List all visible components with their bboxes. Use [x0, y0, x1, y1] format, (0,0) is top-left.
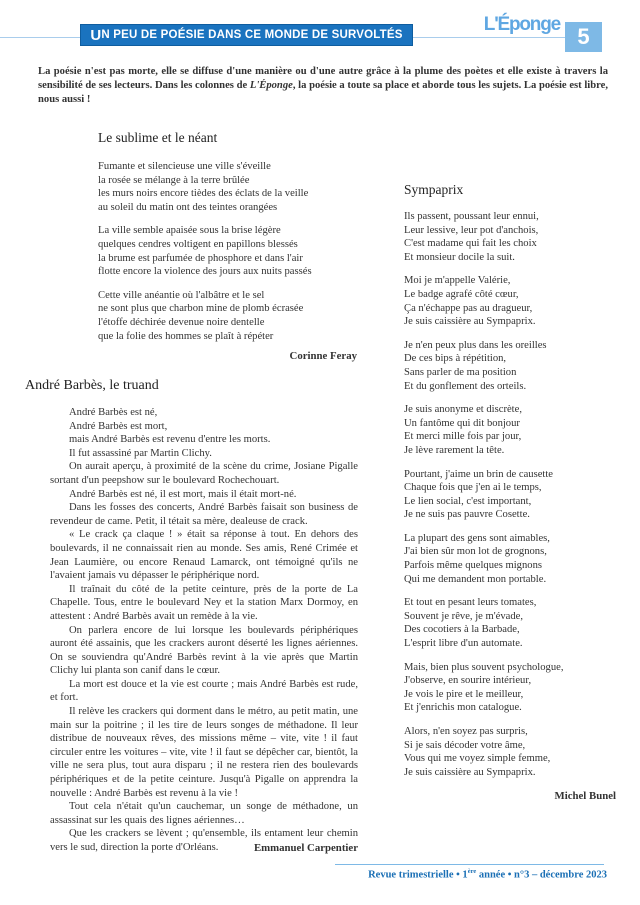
verse-line: au soleil du matin ont des teintes orangées: [98, 201, 278, 213]
footer-suffix: année • n°3 – décembre 2023: [476, 869, 607, 881]
verse-line: La plupart des gens sont aimables,: [404, 532, 550, 544]
section-title-banner: [80, 24, 413, 46]
verse-line: Parfois même quelques mignons: [404, 560, 542, 572]
verse-line: Vous qui me voyez simple femme,: [404, 753, 551, 765]
verse-line: flotte encore la violence des jours aux nuits passés: [98, 266, 312, 278]
prose-andre-barbes: [25, 378, 358, 855]
verse-line: De ces bips à répétition,: [404, 353, 507, 365]
verse-line: Ça n'échappe pas au dragueur,: [404, 302, 533, 314]
verse-line: la brume est parfumée de phosphore et dans l'air: [98, 252, 303, 264]
verse-line: l'étoffe déchirée devenue noire dentelle: [98, 316, 265, 328]
verse-line: Et j'enrichis mon catalogue.: [404, 702, 522, 714]
prose-paragraph: On aurait aperçu, à proximité de la scène du crime, Josiane Pigalle sortant d'un peepshow sur le boulevard Rochechouart.: [50, 461, 358, 486]
verse-line: C'est madame qui fait les choix: [404, 238, 537, 250]
stanza: [404, 339, 614, 393]
prose-body: [50, 460, 358, 854]
verse-line: Et du gonflement des orteils.: [404, 380, 527, 392]
verse-line: Le badge agrafé côté cœur,: [404, 288, 519, 300]
verse-line: Si je sais décoder votre âme,: [404, 739, 526, 751]
poem-title: Sympaprix: [404, 182, 464, 197]
verse-line: Des cocotiers à la Barbade,: [404, 624, 520, 636]
intro-text-2: , la poésie a toute sa place et aborde tous les sujets. La poésie est libre, nous aussi !: [38, 80, 608, 105]
verse-line: Je suis caissière au Sympaprix.: [404, 766, 536, 778]
footer-rule: [335, 864, 604, 865]
verse-line: Je suis anonyme et discrète,: [404, 404, 522, 416]
prose-line: mais André Barbès est revenu d'entre les morts.: [69, 434, 271, 446]
stanza: [404, 596, 614, 650]
prose-paragraph: Dans les fosses des concerts, André Barbès faisait son business de revendeur de came. Petit, il tétait sa mère, dealeuse de crack.: [50, 502, 358, 527]
verse-line: Pourtant, j'aime un brin de causette: [404, 468, 554, 480]
prose-paragraph: Tout cela n'était qu'un cauchemar, un songe de méthadone, un assassinat sur les quais des lignes aériennes…: [50, 801, 358, 826]
verse-line: Et merci mille fois par jour,: [404, 431, 522, 443]
page-number: 5: [565, 22, 602, 52]
verse-line: Je ne suis pas pauvre Cosette.: [404, 509, 530, 521]
verse-line: J'ai bien sûr mon lot de grognons,: [404, 546, 547, 558]
verse-line: Souvent je rêve, je m'évade,: [404, 610, 523, 622]
poem-title: Le sublime et le néant: [98, 130, 218, 145]
magazine-logo: L'Éponge: [483, 14, 560, 35]
verse-line: Je n'en peux plus dans les oreilles: [404, 339, 547, 351]
stanza: [98, 160, 358, 214]
verse-line: Qui me demandent mon portable.: [404, 573, 547, 585]
prose-paragraph: Que les crackers se lèvent ; qu'ensemble, ils entament leur chemin vers le sud, direction la porte d'Orléans.: [50, 828, 358, 853]
verse-line: Le lien social, c'est important,: [404, 495, 532, 507]
verse-line: L'esprit libre d'un automate.: [404, 638, 523, 650]
poem-body: [404, 210, 614, 779]
verse-line: Moi je m'appelle Valérie,: [404, 275, 511, 287]
footer-issue-info: [335, 868, 607, 881]
verse-line: Je vois le pire et le meilleur,: [404, 688, 524, 700]
verse-line: les murs noirs encore tièdes des éclats de la veille: [98, 188, 309, 200]
poem-sympaprix: [404, 182, 614, 789]
verse-line: Et tout en pesant leurs tomates,: [404, 597, 537, 609]
prose-author: Emmanuel Carpentier: [253, 842, 358, 854]
prose-opening-lines: [50, 406, 358, 460]
prose-line: Il fut assassiné par Martin Clichy.: [69, 447, 212, 459]
intro-text-1: La poésie n'est pas morte, elle se diffuse d'une manière ou d'une autre grâce à la plume des poètes et elle existe à travers la sensibilité de ses lecteurs. Dans les colonnes de: [38, 66, 608, 91]
stanza: [98, 224, 358, 278]
prose-paragraph: « Le crack ça claque ! » était sa réponse à tout. En dehors des boulevards, il ne connaissait rien au monde. Ses amis, René Crimée et Jean Laumière, ou encore Renaud Lamarck, ont témoigné qu'ils ne l'avaient jamais vu dépasser le périphérique nord.: [50, 529, 358, 582]
poem-author: Michel Bunel: [554, 790, 616, 802]
poem-le-sublime: [98, 130, 358, 353]
poem-author: Corinne Feray: [289, 350, 357, 362]
verse-line: que la folie des hommes se plaît à répéter: [98, 330, 274, 342]
stanza: [404, 274, 614, 328]
verse-line: la rosée se mélange à la terre brûlée: [98, 174, 250, 186]
verse-line: J'observe, en sourire intérieur,: [404, 675, 532, 687]
poem-body: [98, 160, 358, 343]
verse-line: Alors, n'en soyez pas surpris,: [404, 726, 528, 737]
prose-line: André Barbès est né,: [69, 407, 158, 418]
verse-line: Je lève rarement la tête.: [404, 444, 505, 456]
prose-title: André Barbès, le truand: [25, 378, 159, 393]
verse-line: Un fantôme qui dit bonjour: [404, 417, 520, 429]
verse-line: Ils passent, poussant leur ennui,: [404, 211, 539, 222]
intro-magazine-name: L'Éponge: [249, 80, 293, 91]
verse-line: Sans parler de ma position: [404, 366, 517, 378]
prose-paragraph: Il relève les crackers qui dorment dans le métro, au petit matin, une main sur la poitrine ; il les tire de leurs songes de méthadone. Il leur distribue de nouveaux rêves, des missions même – vite, vite ! il faut circuler entre les voitures – vite, vite ! il faut se dépêcher car, bientôt, la ville ne sera plus, tout aura disparu ; il ne restera rien des boulevards périphériques et de la petite ceinture. Jusqu'à Pigalle on apprendra la nouvelle : André Barbès est revenu à la vie !: [50, 706, 358, 799]
verse-line: Chaque fois que j'en ai le temps,: [404, 482, 542, 494]
verse-line: Je suis caissière au Sympaprix.: [404, 316, 536, 328]
stanza: [404, 532, 614, 586]
stanza: [404, 210, 614, 264]
verse-line: La ville semble apaisée sous la brise légère: [98, 225, 281, 237]
prose-paragraph: Il traînait du côté de la petite ceinture, près de la porte de La Chapelle. Tous, entre le boulevard Ney et la station Marx Dormoy, en attestent : André Barbès avait un remède à la vie.: [50, 583, 358, 622]
footer-prefix: Revue trimestrielle • 1: [368, 869, 468, 881]
prose-paragraph: La mort est douce et la vie est courte ; mais André Barbès est rude, et fort.: [50, 678, 358, 704]
section-title-initial: U: [90, 26, 102, 44]
stanza: [404, 403, 614, 457]
stanza: [98, 289, 358, 343]
verse-line: Mais, bien plus souvent psychologue,: [404, 661, 564, 673]
verse-line: Cette ville anéantie où l'albâtre et le sel: [98, 289, 265, 301]
stanza: [404, 725, 614, 779]
verse-line: Et monsieur docile la suit.: [404, 251, 515, 263]
verse-line: ne sont plus que charbon mine de plomb écrasée: [98, 303, 304, 315]
intro-paragraph: [38, 65, 608, 107]
prose-paragraph: André Barbès est né, il est mort, mais il était mort-né.: [69, 488, 297, 500]
verse-line: quelques cendres voltigent en papillons blessés: [98, 238, 298, 250]
verse-line: Fumante et silencieuse une ville s'éveille: [98, 161, 271, 172]
footer-superscript: ère: [467, 868, 477, 875]
stanza: [404, 468, 614, 522]
stanza: [404, 661, 614, 715]
prose-line: André Barbès est mort,: [69, 420, 168, 432]
verse-line: Leur lessive, leur pot d'anchois,: [404, 224, 539, 236]
section-title-text: N PEU DE POÉSIE DANS CE MONDE DE SURVOLTÉS: [101, 29, 403, 41]
prose-paragraph: On parlera encore de lui lorsque les boulevards périphériques auront été assainis, que les crackers auront déserté les lignes aériennes. On se souviendra qu'André Barbès revint à la vie après que Martin Clichy lui planta son canif dans le cœur.: [50, 624, 358, 677]
